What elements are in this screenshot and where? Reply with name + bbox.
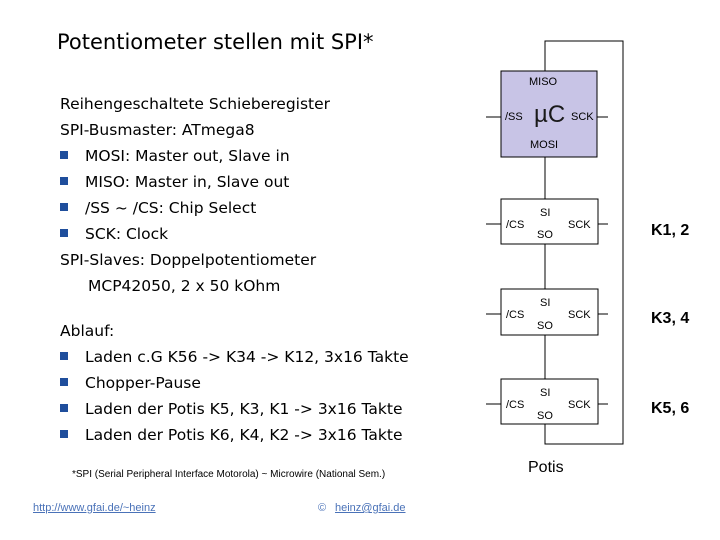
ablauf-bullet-2: Chopper-Pause xyxy=(60,370,409,396)
slave2-si-label: SI xyxy=(540,297,551,309)
footnote: *SPI (Serial Peripheral Interface Motorola) ~ Microwire (National Sem.) xyxy=(72,469,386,480)
slave2-cs-label: /CS xyxy=(506,309,525,321)
ablauf-bullet-4: Laden der Potis K6, K4, K2 -> 3x16 Takte xyxy=(60,422,409,448)
intro-line-busmaster: SPI-Busmaster: ATmega8 xyxy=(60,121,255,139)
page-title: Potentiometer stellen mit SPI* xyxy=(57,30,374,54)
slave1-sck-label: SCK xyxy=(568,219,591,231)
ablauf-bullet-3: Laden der Potis K5, K3, K1 -> 3x16 Takte xyxy=(60,396,409,422)
intro-bullet-mosi: MOSI: Master out, Slave in xyxy=(60,143,330,169)
intro-bullet-sck: SCK: Clock xyxy=(60,221,330,247)
slave3-cs-label: /CS xyxy=(506,399,525,411)
slave1-si-label: SI xyxy=(540,207,551,219)
intro-line-part: MCP42050, 2 x 50 kOhm xyxy=(88,277,281,295)
mcu-sck-label: SCK xyxy=(571,111,594,123)
slave1-channel-label: K1, 2 xyxy=(651,222,690,239)
mcu-label: µC xyxy=(534,101,566,128)
slave3-so-label: SO xyxy=(537,410,553,422)
intro-bullet-ss: /SS ~ /CS: Chip Select xyxy=(60,195,330,221)
slave3-sck-label: SCK xyxy=(568,399,591,411)
slave3-channel-label: K5, 6 xyxy=(651,400,690,417)
slave2-channel-label: K3, 4 xyxy=(651,310,690,327)
slave1-cs-label: /CS xyxy=(506,219,525,231)
slave2-so-label: SO xyxy=(537,320,553,332)
ablauf-heading: Ablauf: xyxy=(60,322,115,340)
mcu-miso-label: MISO xyxy=(529,76,558,88)
homepage-link[interactable]: http://www.gfai.de/~heinz xyxy=(33,502,156,514)
ablauf-bullet-1: Laden c.G K56 -> K34 -> K12, 3x16 Takte xyxy=(60,344,409,370)
mcu-ss-label: /SS xyxy=(505,111,523,123)
potis-caption: Potis xyxy=(528,459,564,476)
copyright-symbol: © xyxy=(318,502,327,514)
intro-bullet-miso: MISO: Master in, Slave out xyxy=(60,169,330,195)
slave1-so-label: SO xyxy=(537,229,553,241)
slave3-si-label: SI xyxy=(540,387,551,399)
mcu-mosi-label: MOSI xyxy=(530,139,559,151)
slave2-sck-label: SCK xyxy=(568,309,591,321)
intro-line-slaves: SPI-Slaves: Doppelpotentiometer xyxy=(60,251,317,269)
intro-line-registers: Reihengeschaltete Schieberegister xyxy=(60,95,331,113)
email-link[interactable]: heinz@gfai.de xyxy=(335,502,406,514)
